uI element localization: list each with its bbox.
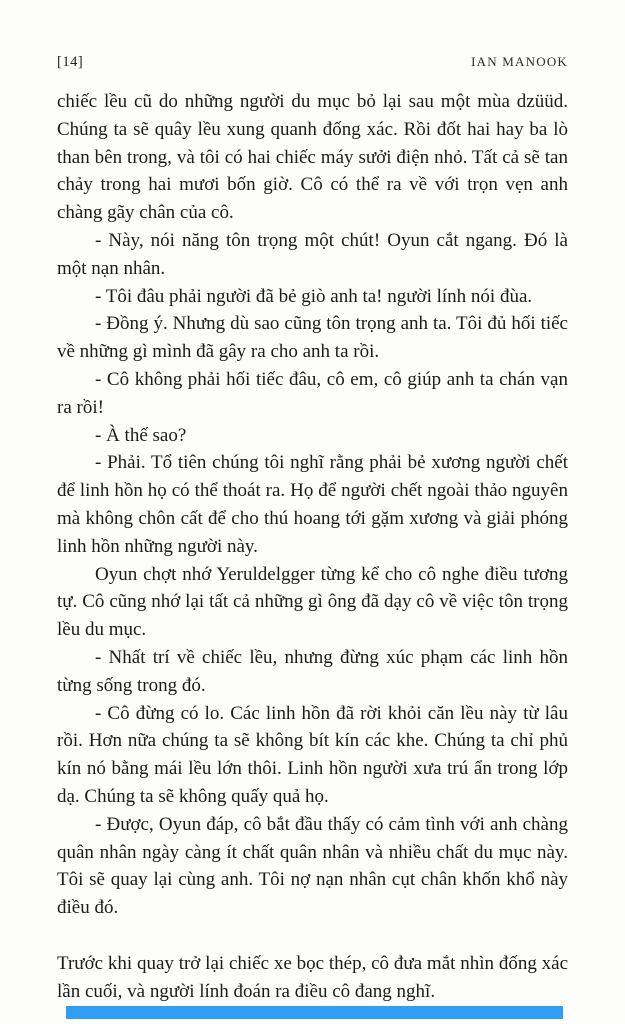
page-body-text xyxy=(57,88,568,1006)
paragraph: Trước khi quay trở lại chiếc xe bọc thép, cô đưa mắt nhìn đống xác lần cuối, và người lính đoán ra điều cô đang nghĩ. xyxy=(57,952,568,1002)
paragraph: - Tôi đâu phải người đã bẻ giò anh ta! người lính nói đùa. xyxy=(95,285,533,307)
paragraph: - À thế sao? xyxy=(95,424,187,446)
paragraph: - Cô không phải hối tiếc đâu, cô em, cô giúp anh ta chán vạn ra rồi! xyxy=(57,368,568,418)
paragraph: - Phải. Tổ tiên chúng tôi nghĩ rằng phải bẻ xương người chết để linh hồn họ có thể thoát ra. Họ để người chết ngoài thảo nguyên mà không chôn cất để cho thú hoang tới gặm xương và giải phóng linh hồn những người này. xyxy=(57,452,568,557)
author-running-head: IAN MANOOK xyxy=(471,54,568,69)
progress-bar[interactable] xyxy=(66,1006,563,1019)
paragraph: - Nhất trí về chiếc lều, nhưng đừng xúc phạm các linh hồn từng sống trong đó. xyxy=(57,646,568,696)
paragraph: - Này, nói năng tôn trọng một chút! Oyun cắt ngang. Đó là một nạn nhân. xyxy=(57,229,568,279)
paragraph: - Được, Oyun đáp, cô bắt đầu thấy có cảm tình với anh chàng quân nhân ngày càng ít chất quân nhân và nhiều chất du mục này. Tôi sẽ quay lại cùng anh. Tôi nợ nạn nhân cụt chân khốn khổ này điều đó. xyxy=(57,813,568,919)
running-header xyxy=(57,54,568,71)
paragraph: Oyun chợt nhớ Yeruldelgger từng kể cho cô nghe điều tương tự. Cô cũng nhớ lại tất cả những gì ông đã dạy cô về việc tôn trọng lều du mục. xyxy=(57,563,568,641)
paragraph: - Đồng ý. Nhưng dù sao cũng tôn trọng anh ta. Tôi đủ hối tiếc về những gì mình đã gây ra cho anh ta rồi. xyxy=(57,313,568,363)
paragraph: - Cô đừng có lo. Các linh hồn đã rời khỏi căn lều này từ lâu rồi. Hơn nữa chúng ta sẽ không bít kín các khe. Chúng ta chỉ phủ kín nó bằng mái lều lớn thôi. Linh hồn người xưa trú ẩn trong lớp dạ. Chúng ta sẽ không quấy quả họ. xyxy=(57,702,568,807)
paragraph: chiếc lều cũ do những người du mục bỏ lại sau một mùa dzüüd. Chúng ta sẽ quây lều xung quanh đống xác. Rồi đốt hai hay ba lò than bên trong, và tôi có hai chiếc máy sưởi điện nhỏ. Tất cả sẽ tan chảy trong hai mươi bốn giờ. Cô có thể ra về với trọn vẹn anh chàng gãy chân của cô. xyxy=(57,91,568,224)
page-number: [14] xyxy=(57,54,84,70)
